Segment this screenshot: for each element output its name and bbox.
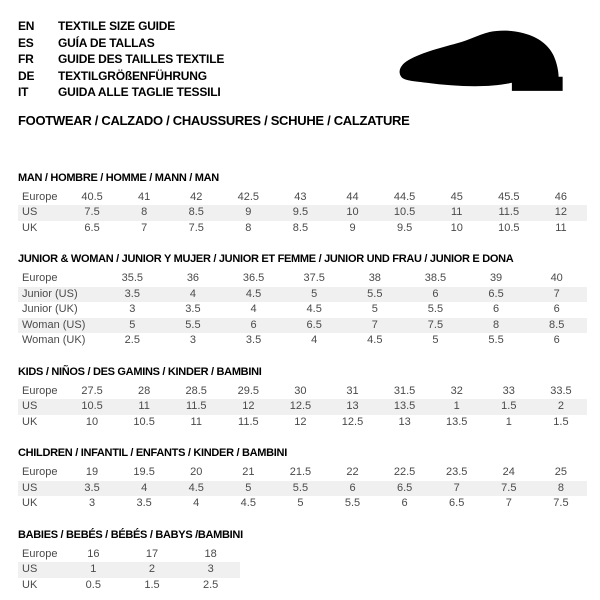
size-cell: 1 bbox=[505, 415, 512, 428]
size-cell: 4.5 bbox=[245, 287, 262, 300]
size-cell: 44.5 bbox=[393, 190, 416, 203]
size-cell: 5 bbox=[245, 481, 252, 494]
size-cell: 6 bbox=[553, 303, 560, 315]
language-label: GUÍA DE TALLAS bbox=[58, 35, 155, 50]
size-cell: 22.5 bbox=[393, 466, 416, 478]
size-cell: 4 bbox=[250, 303, 257, 315]
row-label: US bbox=[22, 563, 38, 575]
size-cell: 4.5 bbox=[240, 497, 256, 509]
size-cell: 45.5 bbox=[498, 190, 520, 203]
size-cell: 11 bbox=[190, 415, 202, 428]
row-label: US bbox=[22, 400, 38, 412]
size-cell: 7 bbox=[553, 287, 560, 300]
size-cell: 9.5 bbox=[396, 221, 413, 234]
size-cell: 6 bbox=[553, 334, 560, 346]
row-label: UK bbox=[22, 578, 38, 591]
table-row bbox=[18, 415, 587, 431]
size-cell: 7.5 bbox=[84, 206, 100, 218]
size-cell: 40 bbox=[550, 272, 563, 284]
table-row bbox=[18, 547, 240, 563]
size-cell: 9.5 bbox=[292, 206, 309, 218]
size-cell: 3.5 bbox=[245, 334, 262, 346]
size-cell: 5 bbox=[432, 334, 439, 346]
size-cell: 21 bbox=[242, 466, 255, 478]
size-cell: 5 bbox=[297, 497, 304, 509]
size-cell: 10 bbox=[346, 206, 359, 218]
row-label: US bbox=[22, 481, 38, 494]
size-cell: 10.5 bbox=[81, 400, 103, 412]
row-label: Junior (US) bbox=[22, 287, 78, 300]
size-cell: 6 bbox=[349, 481, 356, 494]
size-cell: 3.5 bbox=[136, 497, 152, 509]
size-cell: 8.5 bbox=[549, 318, 565, 331]
size-cell: 13 bbox=[398, 415, 411, 428]
size-cell: 6 bbox=[432, 287, 439, 300]
size-cell: 4.5 bbox=[367, 334, 383, 346]
size-cell: 20 bbox=[190, 466, 203, 478]
size-cell: 41 bbox=[138, 190, 151, 203]
size-cell: 12 bbox=[294, 415, 307, 428]
size-cell: 24 bbox=[502, 466, 515, 478]
size-cell: 0.5 bbox=[85, 578, 101, 591]
size-cell: 10.5 bbox=[133, 415, 155, 428]
size-cell: 5.5 bbox=[292, 481, 309, 494]
size-cell: 18 bbox=[204, 547, 217, 560]
size-table bbox=[18, 547, 240, 594]
size-cell: 5 bbox=[311, 287, 318, 300]
size-cell: 7.5 bbox=[188, 221, 204, 234]
size-cell: 33.5 bbox=[550, 384, 572, 397]
size-cell: 9 bbox=[245, 206, 252, 218]
size-cell: 3.5 bbox=[84, 481, 100, 494]
size-cell: 16 bbox=[87, 547, 100, 560]
language-label: TEXTILE SIZE GUIDE bbox=[58, 19, 176, 33]
size-cell: 45 bbox=[450, 190, 463, 203]
size-cell: 12 bbox=[242, 400, 255, 412]
size-cell: 38.5 bbox=[424, 272, 447, 284]
size-table bbox=[18, 465, 587, 512]
size-cell: 33 bbox=[502, 384, 515, 397]
table-row bbox=[18, 465, 587, 481]
size-cell: 3.5 bbox=[185, 303, 201, 315]
size-cell: 10 bbox=[85, 415, 99, 428]
size-cell: 5 bbox=[371, 303, 378, 315]
size-cell: 36.5 bbox=[242, 272, 265, 284]
size-cell: 5.5 bbox=[367, 287, 383, 300]
size-cell: 3.5 bbox=[124, 287, 140, 300]
section-title: CHILDREN / INFANTIL / ENFANTS / KINDER / BAMBINI bbox=[18, 447, 287, 459]
size-cell: 1.5 bbox=[144, 578, 160, 591]
table-row bbox=[18, 399, 587, 415]
size-cell: 39 bbox=[489, 272, 503, 284]
size-cell: 42 bbox=[190, 190, 203, 203]
table-row bbox=[18, 384, 587, 400]
size-cell: 31.5 bbox=[393, 384, 416, 397]
size-cell: 11 bbox=[138, 400, 150, 412]
size-section bbox=[18, 529, 587, 594]
row-label: US bbox=[22, 206, 38, 218]
section-title: JUNIOR & WOMAN / JUNIOR Y MUJER / JUNIOR ET FEMME / JUNIOR UND FRAU / JUNIOR E DONA bbox=[18, 253, 514, 265]
table-row bbox=[18, 562, 240, 578]
row-label: UK bbox=[22, 497, 38, 509]
row-label: UK bbox=[22, 221, 38, 234]
size-cell: 12.5 bbox=[341, 415, 364, 428]
size-cell: 2 bbox=[557, 400, 564, 412]
size-cell: 11 bbox=[450, 206, 463, 218]
size-cell: 12.5 bbox=[289, 400, 312, 412]
category-title: FOOTWEAR / CALZADO / CHAUSSURES / SCHUHE / CALZATURE bbox=[18, 112, 410, 128]
size-cell: 10 bbox=[450, 221, 463, 234]
size-cell: 9 bbox=[349, 221, 356, 234]
size-cell: 7 bbox=[141, 221, 148, 234]
dress-shoe-icon bbox=[398, 30, 576, 96]
size-table bbox=[18, 384, 587, 431]
size-cell: 4.5 bbox=[306, 303, 322, 315]
table-row bbox=[18, 318, 587, 334]
size-section bbox=[18, 447, 587, 512]
row-label: Woman (US) bbox=[22, 318, 86, 331]
size-cell: 7.5 bbox=[553, 497, 569, 509]
table-row bbox=[18, 287, 587, 303]
size-tables bbox=[18, 172, 587, 594]
size-cell: 2 bbox=[148, 563, 156, 575]
size-cell: 4.5 bbox=[188, 481, 204, 494]
section-title: KIDS / NIÑOS / DES GAMINS / KINDER / BAMBINI bbox=[18, 365, 262, 378]
language-code: DE bbox=[18, 68, 35, 83]
size-cell: 4 bbox=[193, 497, 200, 509]
size-table bbox=[18, 271, 587, 349]
size-cell: 7.5 bbox=[501, 481, 517, 494]
size-cell: 22 bbox=[346, 466, 359, 478]
size-cell: 19 bbox=[85, 466, 99, 478]
size-cell: 8.5 bbox=[188, 206, 204, 218]
size-cell: 11.5 bbox=[185, 400, 207, 412]
size-cell: 31 bbox=[346, 384, 359, 397]
size-cell: 1 bbox=[453, 400, 460, 412]
size-cell: 13 bbox=[346, 400, 359, 412]
size-cell: 8 bbox=[141, 206, 148, 218]
size-cell: 1.5 bbox=[501, 400, 517, 412]
table-row bbox=[18, 481, 587, 497]
size-cell: 17 bbox=[145, 547, 159, 560]
table-row bbox=[18, 271, 587, 287]
table-row bbox=[18, 190, 587, 206]
size-cell: 2.5 bbox=[203, 578, 219, 591]
size-cell: 11.5 bbox=[238, 415, 259, 428]
size-cell: 8.5 bbox=[292, 221, 309, 234]
size-cell: 5.5 bbox=[427, 303, 444, 315]
size-cell: 4 bbox=[311, 334, 318, 346]
size-cell: 3 bbox=[189, 334, 196, 346]
size-cell: 5 bbox=[129, 318, 136, 331]
size-cell: 6 bbox=[401, 497, 408, 509]
language-label: GUIDA ALLE TAGLIE TESSILI bbox=[58, 85, 221, 99]
language-label: TEXTILGRÖßENFÜHRUNG bbox=[58, 68, 207, 83]
size-section bbox=[18, 366, 587, 431]
size-cell: 38 bbox=[368, 272, 381, 284]
table-row bbox=[18, 496, 587, 512]
size-cell: 42.5 bbox=[237, 190, 260, 203]
language-code: IT bbox=[18, 85, 29, 99]
size-cell: 8 bbox=[557, 481, 564, 494]
size-cell: 28.5 bbox=[185, 384, 207, 397]
size-cell: 6.5 bbox=[488, 287, 504, 300]
size-cell: 4 bbox=[141, 481, 148, 494]
size-cell: 8 bbox=[245, 221, 252, 234]
size-cell: 30 bbox=[294, 384, 307, 397]
size-cell: 6.5 bbox=[84, 221, 100, 234]
table-row bbox=[18, 333, 587, 349]
size-cell: 7 bbox=[453, 481, 460, 494]
row-label: Europe bbox=[22, 466, 58, 478]
size-cell: 6 bbox=[493, 303, 500, 315]
size-cell: 32 bbox=[450, 384, 463, 397]
size-cell: 6 bbox=[250, 318, 257, 331]
row-label: Junior (UK) bbox=[22, 303, 78, 315]
row-label: Woman (UK) bbox=[22, 334, 86, 346]
size-cell: 11 bbox=[555, 221, 567, 234]
size-cell: 2.5 bbox=[124, 334, 140, 346]
section-title: MAN / HOMBRE / HOMME / MANN / MAN bbox=[18, 171, 219, 184]
size-cell: 10.5 bbox=[393, 206, 416, 218]
size-cell: 11.5 bbox=[498, 206, 520, 218]
size-cell: 10.5 bbox=[498, 221, 520, 234]
size-cell: 23.5 bbox=[445, 466, 468, 478]
size-cell: 6.5 bbox=[306, 318, 322, 331]
table-row bbox=[18, 221, 587, 237]
size-cell: 27.5 bbox=[81, 384, 103, 397]
size-cell: 21.5 bbox=[289, 466, 312, 478]
size-cell: 1.5 bbox=[553, 415, 569, 428]
size-cell: 3 bbox=[88, 497, 96, 509]
size-cell: 28 bbox=[138, 384, 151, 397]
size-cell: 13.5 bbox=[445, 415, 468, 428]
size-cell: 37.5 bbox=[303, 272, 325, 284]
size-cell: 7.5 bbox=[427, 318, 444, 331]
table-row bbox=[18, 302, 587, 318]
size-cell: 36 bbox=[186, 272, 200, 284]
language-code: ES bbox=[18, 35, 34, 50]
size-cell: 13.5 bbox=[393, 400, 416, 412]
row-label: Europe bbox=[22, 272, 58, 284]
size-cell: 40.5 bbox=[81, 190, 103, 203]
size-cell: 7 bbox=[505, 497, 512, 509]
size-section bbox=[18, 172, 587, 237]
row-label: Europe bbox=[22, 547, 58, 560]
size-cell: 7 bbox=[371, 318, 378, 331]
size-cell: 25 bbox=[554, 466, 568, 478]
row-label: Europe bbox=[22, 384, 58, 397]
size-cell: 19.5 bbox=[133, 466, 155, 478]
size-cell: 43 bbox=[294, 190, 307, 203]
size-cell: 44 bbox=[346, 190, 359, 203]
size-cell: 5.5 bbox=[185, 318, 201, 331]
size-cell: 6.5 bbox=[396, 481, 413, 494]
table-row bbox=[18, 578, 240, 594]
language-label: GUIDE DES TAILLES TEXTILE bbox=[58, 52, 225, 66]
section-title: BABIES / BEBÉS / BÉBÉS / BABYS /BAMBINI bbox=[18, 528, 243, 541]
size-cell: 3 bbox=[129, 303, 136, 315]
language-code: FR bbox=[18, 52, 34, 66]
size-cell: 6.5 bbox=[449, 497, 465, 509]
size-cell: 35.5 bbox=[121, 272, 144, 284]
size-cell: 1 bbox=[90, 563, 97, 575]
size-cell: 29.5 bbox=[237, 384, 260, 397]
size-cell: 5.5 bbox=[488, 334, 504, 346]
row-label: UK bbox=[22, 415, 38, 428]
size-cell: 46 bbox=[554, 190, 568, 203]
table-row bbox=[18, 205, 587, 221]
size-cell: 8 bbox=[493, 318, 500, 331]
row-label: Europe bbox=[22, 190, 58, 203]
size-cell: 5.5 bbox=[344, 497, 361, 509]
size-cell: 12 bbox=[554, 206, 568, 218]
size-cell: 3 bbox=[207, 563, 214, 575]
size-cell: 4 bbox=[189, 287, 196, 300]
size-table bbox=[18, 190, 587, 237]
language-code: EN bbox=[18, 19, 35, 33]
size-section bbox=[18, 253, 587, 349]
